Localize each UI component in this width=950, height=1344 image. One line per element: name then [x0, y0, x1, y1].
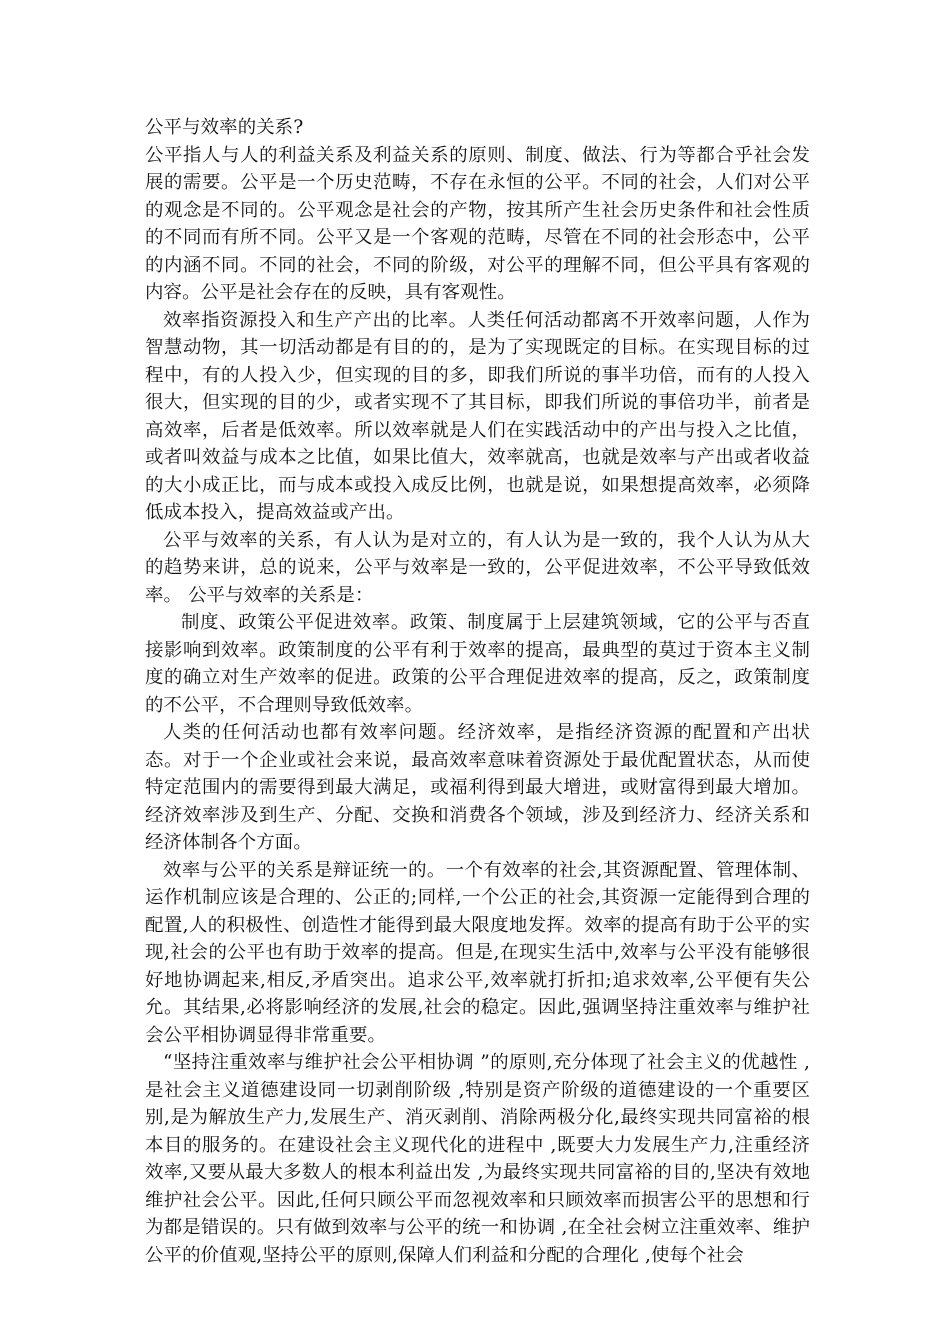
document-title: 公平与效率的关系? [145, 117, 304, 138]
paragraph-dialectical-unity: 效率与公平的关系是辩证统一的。一个有效率的社会,其资源配置、管理体制、运作机制应该是合理的、公正的;同样,一个公正的社会,其资源一定能得到合理的配置,人的积极性、创造性才能得到最大限度地发挥。效率的提高有助于公平的实现,社会的公平也有助于效率的提高。但是,在现实生活中,效率与公平没有能够很好地协调起来,相反,矛盾突出。追求公平,效率就打折扣;追求效率,公平便有失公允。其结果,必将影响经济的发展,社会的稳定。因此,强调坚持注重效率与维护社会公平相协调显得非常重要。 [145, 859, 810, 1046]
paragraph-relationship-overview: 公平与效率的关系，有人认为是对立的，有人认为是一致的，我个人认为从大的趋势来讲，总的说来，公平与效率是一致的，公平促进效率，不公平导致低效率。 公平与效率的关系是： [145, 529, 810, 606]
paragraph-policy-fairness: 制度、政策公平促进效率。政策、制度属于上层建筑领域，它的公平与否直接影响到效率。政策制度的公平有利于效率的提高，最典型的莫过于资本主义制度的确立对生产效率的促进。政策的公平合理促进效率的提高，反之，政策制度的不公平，不合理则导致低效率。 [145, 612, 810, 716]
document-page [145, 114, 810, 1269]
paragraph-efficiency-definition: 效率指资源投入和生产产出的比率。人类任何活动都离不开效率问题，人作为智慧动物，其一切活动都是有目的的，是为了实现既定的目标。在实现目标的过程中，有的人投入少，但实现的目的多，即我们所说的事半功倍，而有的人投入很大，但实现的目的少，或者实现不了其目标，即我们所说的事倍功半，前者是高效率，后者是低效率。所以效率就是人们在实践活动中的产出与投入之比值，或者叫效益与成本之比值，如果比值大，效率就高，也就是效率与产出或者收益的大小成正比，而与成本或投入成反比例，也就是说，如果想提高效率，必须降低成本投入，提高效益或产出。 [145, 309, 810, 523]
paragraph-fairness-definition: 公平指人与人的利益关系及利益关系的原则、制度、做法、行为等都合乎社会发展的需要。公平是一个历史范畴，不存在永恒的公平。不同的社会，人们对公平的观念是不同的。公平观念是社会的产物，按其所产生社会历史条件和社会性质的不同而有所不同。公平又是一个客观的范畴，尽管在不同的社会形态中，公平的内涵不同。不同的社会，不同的阶级，对公平的理解不同，但公平具有客观的内容。公平是社会存在的反映，具有客观性。 [145, 144, 810, 303]
paragraph-socialist-principle: “坚持注重效率与维护社会公平相协调 ”的原则,充分体现了社会主义的优越性 ,是社会主义道德建设同一切剥削阶级 ,特别是资产阶级的道德建设的一个重要区别,是为解放生产力,发展生产、消灭剥削、消除两极分化,最终实现共同富裕的根本目的服务的。在建设社会主义现代化的进程中 ,既要大力发展生产力,注重经济效率,又要从最大多数人的根本利益出发 ,为最终实现共同富裕的目的,坚决有效地维护社会公平。因此,任何只顾公平而忽视效率和只顾效率而损害公平的思想和行为都是错误的。只有做到效率与公平的统一和协调 ,在全社会树立注重效率、维护公平的价值观,坚持公平的原则,保障人们利益和分配的合理化 ,使每个社会 [145, 1052, 810, 1266]
paragraph-economic-efficiency: 人类的任何活动也都有效率问题。经济效率，是指经济资源的配置和产出状态。对于一个企业或社会来说，最高效率意味着资源处于最优配置状态，从而使特定范围内的需要得到最大满足，或福利得到最大增进，或财富得到最大增加。经济效率涉及到生产、分配、交换和消费各个领域，涉及到经济力、经济关系和经济体制各个方面。 [145, 722, 810, 853]
